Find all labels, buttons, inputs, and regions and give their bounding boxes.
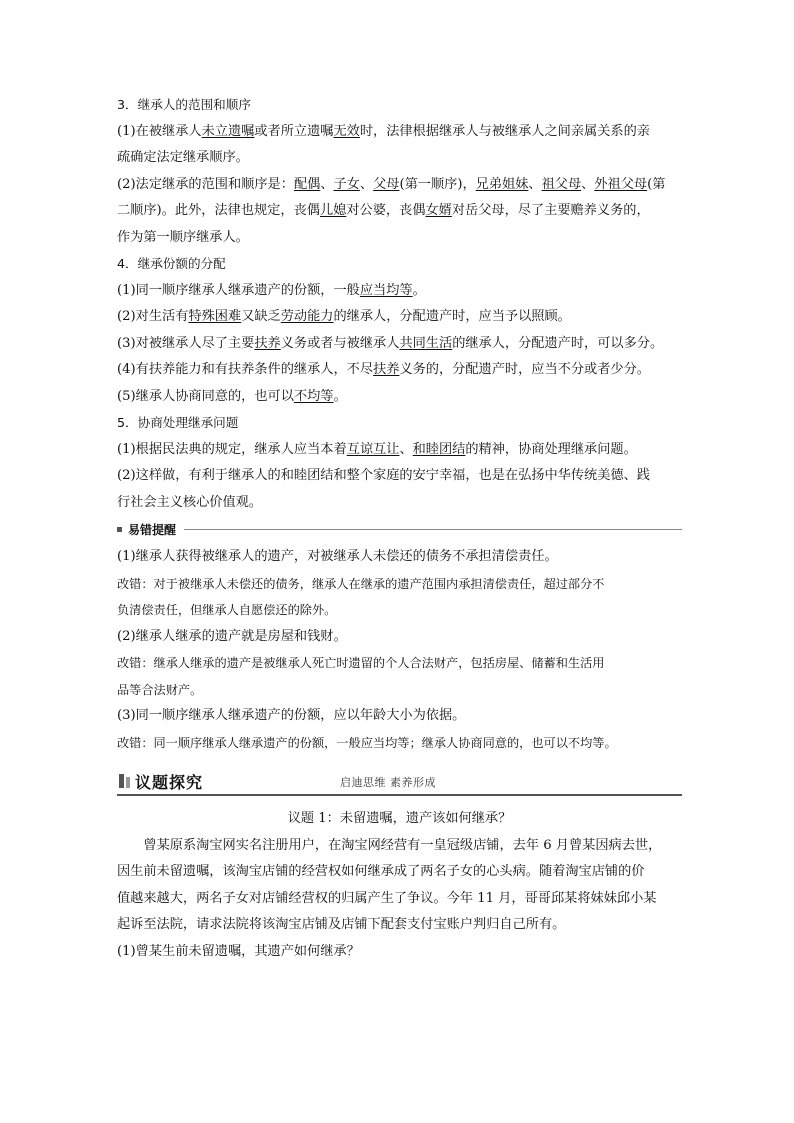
underlined-term: 不均等 bbox=[293, 388, 334, 404]
paragraph-line bbox=[117, 198, 682, 225]
paragraph-line bbox=[117, 172, 682, 199]
underlined-term: 应当均等 bbox=[359, 282, 413, 298]
text: (1)同一顺序继承人继承遗产的份额，一般 bbox=[117, 282, 360, 298]
underlined-term: 父母 bbox=[373, 176, 400, 192]
inquiry-title: 议题探究 bbox=[135, 773, 204, 792]
text: 。 bbox=[412, 282, 426, 298]
text: 义务的，分配遗产时，应当不分或者少分。 bbox=[399, 362, 650, 377]
paragraph-line bbox=[117, 331, 682, 358]
underlined-term: 劳动能力 bbox=[280, 309, 334, 324]
underlined-term: 共同生活 bbox=[399, 335, 453, 351]
mistake-statement: (2)继承人继承的遗产就是房屋和钱财。 bbox=[117, 628, 347, 644]
text: 二顺序)。此外，法律也规定，丧偶 bbox=[117, 203, 320, 218]
underlined-term: 互谅互让 bbox=[346, 441, 400, 457]
mistakes-header bbox=[117, 518, 682, 540]
paragraph-line bbox=[117, 437, 682, 464]
text: 的继承人，分配遗产时，应当予以照顾。 bbox=[333, 309, 571, 324]
case-text: 值越来越大，两名子女对店铺经营权的归属产生了争议。今年 11 月，哥哥邱某将妹妹邱小某 bbox=[117, 890, 657, 906]
underlined-term: 子女 bbox=[333, 176, 360, 192]
paragraph-line: 疏确定法定继承顺序。 bbox=[117, 150, 249, 165]
paragraph-line: 作为第一顺序继承人。 bbox=[117, 229, 249, 245]
underlined-term: 扶养 bbox=[254, 335, 281, 351]
correction-text: 负清偿责任，但继承人自愿偿还的除外。 bbox=[117, 603, 337, 617]
section-heading: 4．继承份额的分配 bbox=[117, 256, 226, 271]
correction-text: 品等合法财产。 bbox=[117, 682, 203, 697]
text: 对公婆，丧偶 bbox=[346, 203, 426, 218]
case-text: 起诉至法院，请求法院将该淘宝店铺及店铺下配套支付宝账户判归自己所有。 bbox=[117, 917, 566, 932]
inquiry-section-header bbox=[117, 766, 682, 802]
paragraph-line: (2)这样做，有利于继承人的和睦团结和整个家庭的安宁幸福，也是在弘扬中华传统美德、践 bbox=[117, 468, 650, 483]
correction-text: 改错：同一顺序继承人继承遗产的份额，一般应当均等；继承人协商同意的，也可以不均等。 bbox=[117, 735, 617, 750]
paragraph-line bbox=[117, 119, 682, 146]
text: (5)继承人协商同意的，也可以 bbox=[117, 388, 294, 404]
topic-title: 议题 1：未留遗嘱，遗产该如何继承？ bbox=[287, 811, 512, 826]
text: (3)对被继承人尽了主要 bbox=[117, 335, 255, 351]
text: 对岳父母，尽了主要赡养义务的， bbox=[451, 203, 650, 218]
underlined-term: 儿媳 bbox=[319, 203, 347, 218]
underlined-term: 配偶 bbox=[293, 176, 321, 192]
text: 义务或者与被继承人 bbox=[280, 335, 400, 351]
correction-text: 改错：对于被继承人未偿还的债务，继承人在继承的遗产范围内承担清偿责任，超过部分不 bbox=[117, 576, 605, 591]
text: (第 bbox=[647, 176, 666, 192]
text: 、 bbox=[359, 176, 374, 192]
paragraph-line: 行社会主义核心价值观。 bbox=[117, 494, 263, 510]
paragraph-line bbox=[117, 384, 682, 411]
text: (1)根据民法典的规定，继承人应当本着 bbox=[117, 441, 347, 457]
text: 、 bbox=[528, 176, 542, 192]
mistake-statement: (1)继承人获得被继承人的遗产，对被继承人未偿还的债务不承担清偿责任。 bbox=[117, 549, 558, 564]
text: 的精神，协商处理继承问题。 bbox=[465, 441, 637, 457]
text: 、 bbox=[399, 441, 413, 457]
pencil-icon bbox=[117, 772, 133, 790]
text: 、 bbox=[581, 176, 595, 192]
text: 或者所立遗嘱 bbox=[254, 123, 334, 139]
text: (2)对生活有 bbox=[117, 309, 189, 324]
underlined-term: 无效 bbox=[333, 123, 360, 139]
text: 。 bbox=[333, 388, 347, 404]
text: (第一顺序)， bbox=[399, 176, 476, 192]
text: (4)有扶养能力和有扶养条件的继承人，不尽 bbox=[117, 362, 374, 377]
inquiry-subtitle: 启迪思维 素养形成 bbox=[340, 776, 436, 789]
paragraph-line bbox=[117, 357, 682, 384]
underlined-term: 兄弟姐妹 bbox=[475, 176, 529, 192]
divider bbox=[117, 794, 682, 796]
case-text: 曾某原系淘宝网实名注册用户，在淘宝网经营有一皇冠级店铺，去年 6 月曾某因病去世， bbox=[143, 837, 662, 853]
divider bbox=[184, 529, 682, 530]
mistake-statement: (3)同一顺序继承人继承遗产的份额，应以年龄大小为依据。 bbox=[117, 708, 466, 723]
section-heading: 3．继承人的范围和顺序 bbox=[117, 97, 251, 112]
text: 又缺乏 bbox=[241, 309, 281, 324]
underlined-term: 女婿 bbox=[425, 203, 452, 218]
text: (2)法定继承的范围和顺序是： bbox=[117, 176, 294, 192]
paragraph-line bbox=[117, 304, 682, 331]
text: 时，法律根据继承人与被继承人之间亲属关系的亲 bbox=[359, 123, 650, 139]
underlined-term: 和睦团结 bbox=[412, 441, 466, 457]
section-heading: 5．协商处理继承问题 bbox=[117, 415, 239, 430]
text: 、 bbox=[320, 176, 334, 192]
paragraph-line bbox=[117, 278, 682, 305]
text: 的继承人，分配遗产时，可以多分。 bbox=[452, 335, 664, 351]
square-bullet-icon bbox=[117, 527, 122, 532]
underlined-term: 未立遗嘱 bbox=[201, 123, 255, 139]
correction-text: 改错：继承人继承的遗产是被继承人死亡时遗留的个人合法财产，包括房屋、储蓄和生活用 bbox=[117, 656, 605, 670]
question-text: (1)曾某生前未留遗嘱，其遗产如何继承？ bbox=[117, 943, 360, 959]
underlined-term: 特殊困难 bbox=[188, 309, 242, 324]
document-body bbox=[117, 92, 682, 965]
underlined-term: 外祖父母 bbox=[594, 176, 648, 192]
case-text: 因生前未留遗嘱，该淘宝店铺的经营权如何继承成了两名子女的心头病。随着淘宝店铺的价 bbox=[117, 864, 645, 879]
mistakes-title: 易错提醒 bbox=[128, 522, 177, 537]
underlined-term: 祖父母 bbox=[541, 176, 582, 192]
underlined-term: 扶养 bbox=[373, 362, 400, 377]
text: (1)在被继承人 bbox=[117, 123, 202, 139]
